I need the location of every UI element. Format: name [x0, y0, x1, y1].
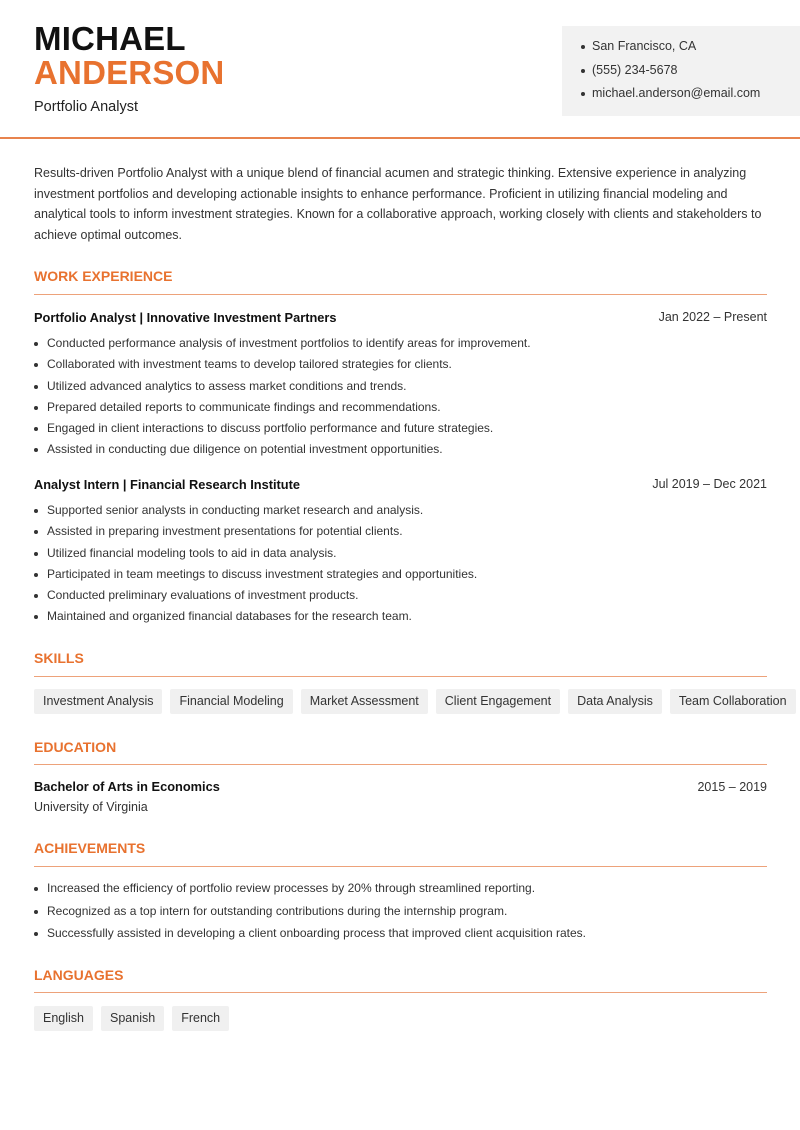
- language-tag: French: [172, 1006, 229, 1031]
- bullet-icon: [34, 427, 38, 431]
- contact-email: michael.anderson@email.com: [581, 85, 760, 109]
- list-item: Utilized financial modeling tools to aid in data analysis.: [34, 545, 477, 566]
- contact-phone: (555) 234-5678: [581, 62, 760, 86]
- full-name: [34, 22, 224, 90]
- bullet-icon: [34, 573, 38, 577]
- list-item: Supported senior analysts in conducting market research and analysis.: [34, 502, 477, 523]
- contact-box: [562, 26, 800, 116]
- skills-list: [34, 689, 796, 714]
- achievements-list: [34, 880, 586, 948]
- bullet-icon: [34, 552, 38, 556]
- job-dates: Jan 2022 – Present: [658, 310, 767, 324]
- list-item: Maintained and organized financial databases for the research team.: [34, 608, 477, 629]
- bullet-icon: [34, 932, 38, 936]
- list-item: Conducted preliminary evaluations of investment products.: [34, 587, 477, 608]
- bullet-icon: [581, 92, 585, 96]
- section-title-languages: LANGUAGES: [34, 967, 124, 983]
- list-item: Increased the efficiency of portfolio review processes by 20% through streamlined reporting.: [34, 880, 586, 903]
- job-header: [34, 310, 767, 325]
- skill-tag: Data Analysis: [568, 689, 662, 714]
- list-item: Utilized advanced analytics to assess market conditions and trends.: [34, 378, 531, 399]
- skill-tag: Team Collaboration: [670, 689, 796, 714]
- skill-tag: Client Engagement: [436, 689, 560, 714]
- section-divider: [34, 866, 767, 867]
- section-divider: [34, 764, 767, 765]
- bullet-icon: [34, 342, 38, 346]
- last-name: ANDERSON: [34, 54, 225, 91]
- section-divider: [34, 294, 767, 295]
- job-bullets: [34, 502, 477, 630]
- job-title: Portfolio Analyst: [34, 99, 138, 115]
- education-dates: 2015 – 2019: [697, 780, 767, 794]
- list-item: Successfully assisted in developing a client onboarding process that improved client acquisition rates.: [34, 925, 586, 948]
- languages-list: [34, 1006, 229, 1031]
- section-divider: [34, 992, 767, 993]
- section-divider: [34, 676, 767, 677]
- section-title-work: WORK EXPERIENCE: [34, 268, 173, 284]
- bullet-icon: [581, 69, 585, 73]
- degree: Bachelor of Arts in Economics: [34, 779, 220, 794]
- bullet-icon: [34, 594, 38, 598]
- language-tag: English: [34, 1006, 93, 1031]
- first-name: MICHAEL: [34, 20, 186, 57]
- list-item: Participated in team meetings to discuss investment strategies and opportunities.: [34, 566, 477, 587]
- bullet-icon: [34, 406, 38, 410]
- job-role: Analyst Intern | Financial Research Institute: [34, 477, 300, 492]
- bullet-icon: [34, 615, 38, 619]
- job-bullets: [34, 335, 531, 463]
- school: University of Virginia: [34, 800, 148, 814]
- list-item: Collaborated with investment teams to develop tailored strategies for clients.: [34, 356, 531, 377]
- list-item: Engaged in client interactions to discuss portfolio performance and future strategies.: [34, 420, 531, 441]
- job-dates: Jul 2019 – Dec 2021: [652, 477, 767, 491]
- bullet-icon: [34, 509, 38, 513]
- bullet-icon: [581, 45, 585, 49]
- language-tag: Spanish: [101, 1006, 164, 1031]
- list-item: Recognized as a top intern for outstanding contributions during the internship program.: [34, 903, 586, 926]
- section-title-skills: SKILLS: [34, 650, 84, 666]
- bullet-icon: [34, 363, 38, 367]
- list-item: Conducted performance analysis of investment portfolios to identify areas for improvement.: [34, 335, 531, 356]
- list-item: Assisted in preparing investment presentations for potential clients.: [34, 523, 477, 544]
- bullet-icon: [34, 910, 38, 914]
- bullet-icon: [34, 385, 38, 389]
- list-item: Assisted in conducting due diligence on potential investment opportunities.: [34, 441, 531, 462]
- section-title-education: EDUCATION: [34, 739, 117, 755]
- bullet-icon: [34, 887, 38, 891]
- skill-tag: Investment Analysis: [34, 689, 162, 714]
- skill-tag: Market Assessment: [301, 689, 428, 714]
- section-title-achievements: ACHIEVEMENTS: [34, 840, 146, 856]
- bullet-icon: [34, 448, 38, 452]
- job-header: [34, 477, 767, 492]
- contact-location: San Francisco, CA: [581, 38, 760, 62]
- job-role: Portfolio Analyst | Innovative Investment Partners: [34, 310, 337, 325]
- bullet-icon: [34, 530, 38, 534]
- summary-paragraph: Results-driven Portfolio Analyst with a unique blend of financial acumen and strategic thinking. Extensive experience in analyzing investment portfolios and developing actionable insights to enhance performance. Proficient in utilizing financial modeling and analytical tools to inform investment strategies. Known for a collaborative approach, working closely with clients and stakeholders to achieve optimal outcomes.: [34, 166, 762, 243]
- resume-header: [0, 0, 800, 139]
- skill-tag: Financial Modeling: [170, 689, 292, 714]
- list-item: Prepared detailed reports to communicate findings and recommendations.: [34, 399, 531, 420]
